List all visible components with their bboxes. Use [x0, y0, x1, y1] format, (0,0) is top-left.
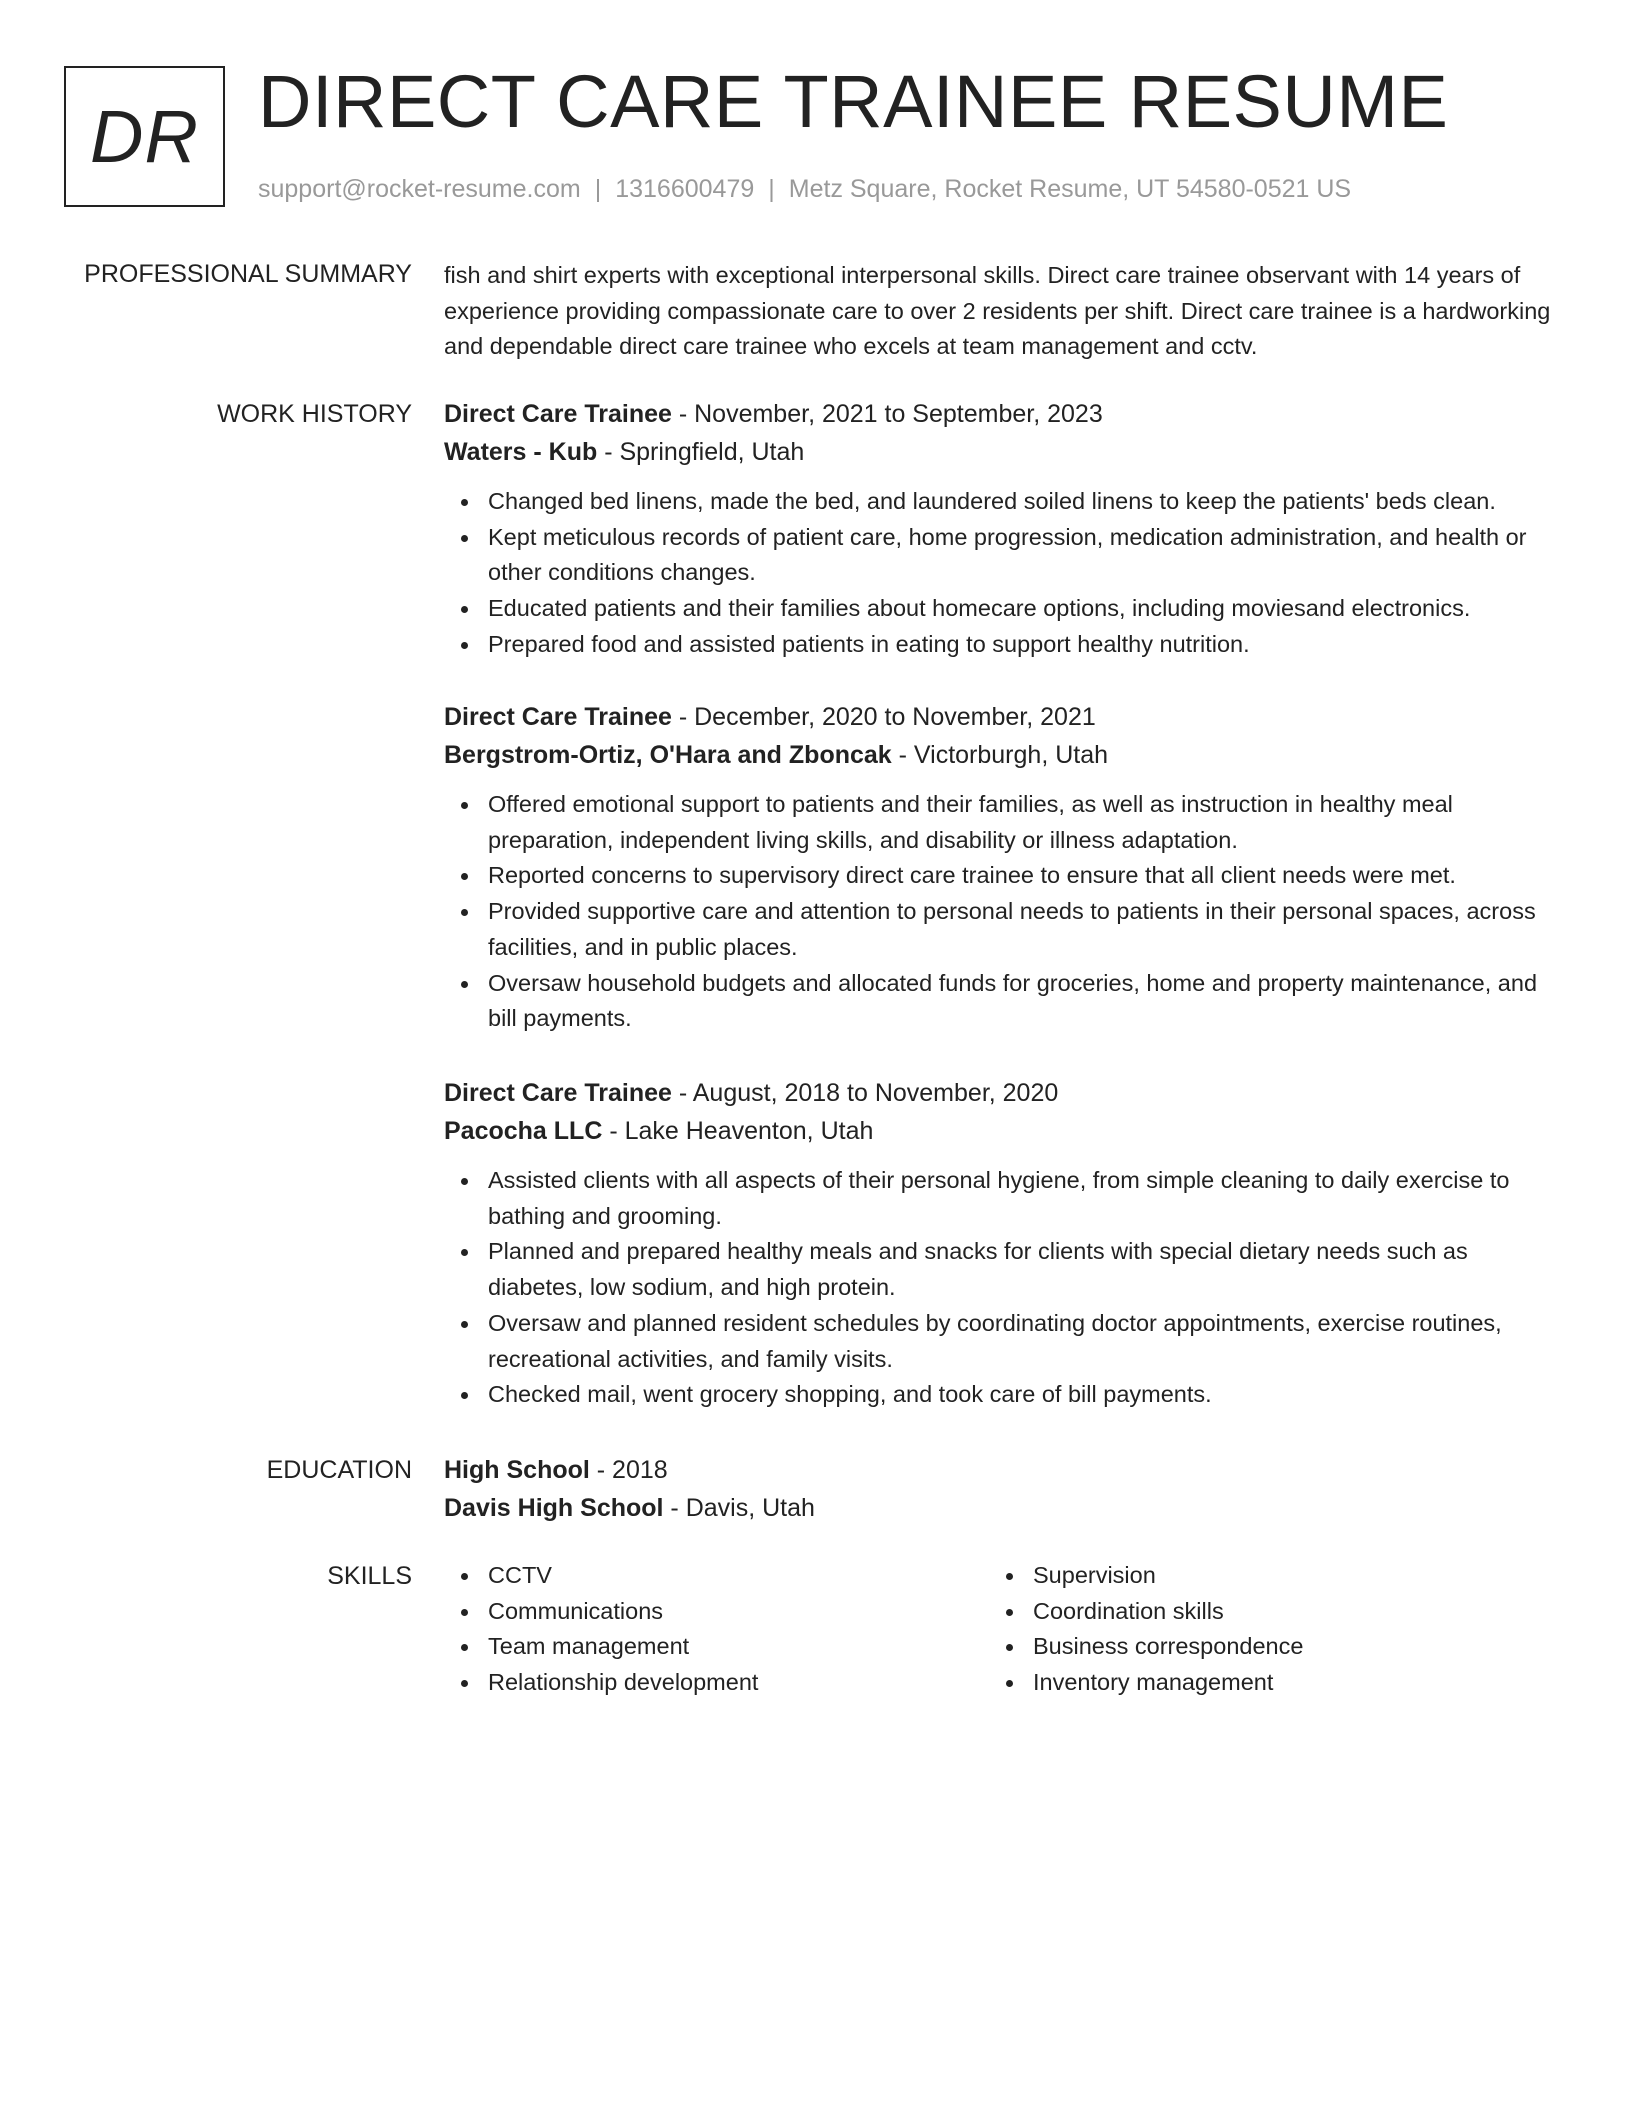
- education-label: EDUCATION: [266, 1456, 412, 1484]
- job-duty: Reported concerns to supervisory direct care trainee to ensure that all client needs were met.: [444, 858, 1560, 894]
- skill-item: Business correspondence: [989, 1629, 1534, 1665]
- contact-line: [258, 174, 1351, 204]
- skill-item: Communications: [444, 1594, 989, 1630]
- skills-label: SKILLS: [327, 1562, 412, 1590]
- job-duty: Kept meticulous records of patient care, home progression, medication administration, and health or other conditions changes.: [444, 520, 1560, 591]
- job-location: - Victorburgh, Utah: [891, 741, 1109, 769]
- skills-list-left: [444, 1558, 989, 1701]
- job-dates: - November, 2021 to September, 2023: [671, 400, 1103, 428]
- skill-item: Inventory management: [989, 1665, 1534, 1701]
- job-company-line: [444, 1113, 1560, 1149]
- skill-item: Team management: [444, 1629, 989, 1665]
- job-duty: Oversaw and planned resident schedules by coordinating doctor appointments, exercise routines, recreational activities, and family visits.: [444, 1306, 1560, 1377]
- skill-item: Supervision: [989, 1558, 1534, 1594]
- education-degree-line: [444, 1452, 1560, 1488]
- job-duties-list: [444, 484, 1560, 663]
- job-title-line: [444, 699, 1560, 735]
- job-duties-list: [444, 787, 1560, 1037]
- job-dates: - December, 2020 to November, 2021: [671, 703, 1096, 731]
- contact-separator: |: [594, 175, 602, 203]
- job-duty: Checked mail, went grocery shopping, and took care of bill payments.: [444, 1377, 1560, 1413]
- contact-email: support@rocket-resume.com: [258, 175, 581, 203]
- job-title: Direct Care Trainee: [444, 1079, 672, 1107]
- education-body: [444, 1452, 1560, 1526]
- monogram-box: [64, 66, 225, 207]
- job-location: - Springfield, Utah: [597, 438, 805, 466]
- job-title: Direct Care Trainee: [444, 703, 672, 731]
- education-year: - 2018: [589, 1456, 668, 1484]
- education-degree: High School: [444, 1456, 590, 1484]
- job-duty: Educated patients and their families about homecare options, including moviesand electronics.: [444, 591, 1560, 627]
- job-entry: [444, 1075, 1560, 1413]
- job-duty: Planned and prepared healthy meals and snacks for clients with special dietary needs such as diabetes, low sodium, and high protein.: [444, 1234, 1560, 1305]
- job-company-line: [444, 434, 1560, 470]
- job-duty: Prepared food and assisted patients in eating to support healthy nutrition.: [444, 627, 1560, 663]
- job-duty: Changed bed linens, made the bed, and laundered soiled linens to keep the patients' beds clean.: [444, 484, 1560, 520]
- summary-label: PROFESSIONAL SUMMARY: [84, 260, 412, 288]
- job-title-line: [444, 396, 1560, 432]
- job-company: Bergstrom-Ortiz, O'Hara and Zboncak: [444, 741, 892, 769]
- job-location: - Lake Heaventon, Utah: [602, 1117, 874, 1145]
- job-duty: Assisted clients with all aspects of their personal hygiene, from simple cleaning to daily exercise to bathing and grooming.: [444, 1163, 1560, 1234]
- skill-item: CCTV: [444, 1558, 989, 1594]
- resume-title: DIRECT CARE TRAINEE RESUME: [258, 60, 1449, 143]
- skills-body: [444, 1558, 1560, 1701]
- job-duty: Offered emotional support to patients and their families, as well as instruction in healthy meal preparation, independent living skills, and disability or illness adaptation.: [444, 787, 1560, 858]
- job-entry: [444, 699, 1560, 1037]
- job-entry: [444, 396, 1560, 663]
- work-history-label: WORK HISTORY: [217, 400, 412, 428]
- job-dates: - August, 2018 to November, 2020: [671, 1079, 1059, 1107]
- skills-columns: [444, 1558, 1560, 1701]
- skill-item: Relationship development: [444, 1665, 989, 1701]
- job-company: Waters - Kub: [444, 438, 598, 466]
- job-title: Direct Care Trainee: [444, 400, 672, 428]
- summary-text: fish and shirt experts with exceptional interpersonal skills. Direct care trainee observant with 14 years of experience providing compassionate care to over 2 residents per shift. Direct care trainee is a hardworking and dependable direct care trainee who excels at team management and cctv.: [444, 262, 1551, 359]
- education-school: Davis High School: [444, 1494, 664, 1522]
- contact-phone: 1316600479: [615, 175, 755, 203]
- monogram-initials: DR: [90, 94, 199, 178]
- education-school-line: [444, 1490, 1560, 1526]
- job-company: Pacocha LLC: [444, 1117, 603, 1145]
- contact-address: Metz Square, Rocket Resume, UT 54580-0521 US: [788, 175, 1352, 203]
- skills-column-right: [989, 1558, 1534, 1701]
- job-company-line: [444, 737, 1560, 773]
- job-duty: Oversaw household budgets and allocated funds for groceries, home and property maintenance, and bill payments.: [444, 966, 1560, 1037]
- skills-list-right: [989, 1558, 1534, 1701]
- job-title-line: [444, 1075, 1560, 1111]
- job-duties-list: [444, 1163, 1560, 1413]
- education-location: - Davis, Utah: [663, 1494, 815, 1522]
- job-duty: Provided supportive care and attention to personal needs to patients in their personal spaces, across facilities, and in public places.: [444, 894, 1560, 965]
- summary-body: [444, 258, 1560, 365]
- skills-column-left: [444, 1558, 989, 1701]
- contact-separator: |: [768, 175, 775, 203]
- skill-item: Coordination skills: [989, 1594, 1534, 1630]
